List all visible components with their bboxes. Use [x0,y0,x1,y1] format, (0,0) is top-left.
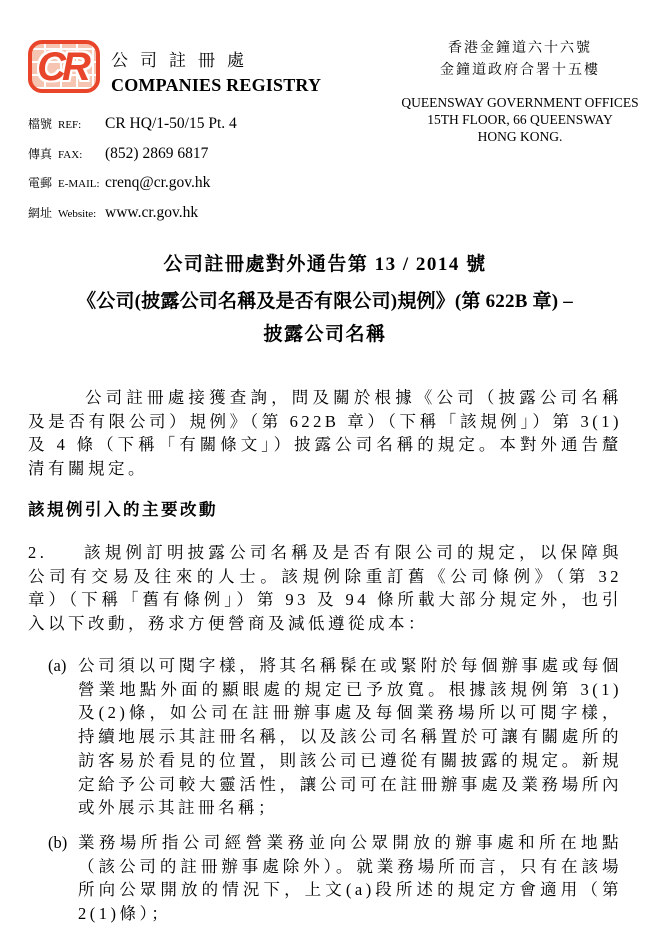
fax-label-english: FAX: [58,148,83,161]
org-name-english: COMPANIES REGISTRY [111,75,322,95]
org-name-chinese: 公司註冊處 [111,51,256,70]
contact-details [28,115,237,233]
ref-label-chinese: 檔號 [28,117,53,131]
website-label-chinese: 網址 [28,205,53,220]
cr-logo-text: CR [37,44,87,89]
email-label-chinese: 電郵 [28,176,53,190]
ref-label-english: REF: [58,119,82,131]
notice-title-line2: 《公司(披露公司名稱及是否有限公司)規例》(第 622B 章) – [77,291,573,312]
list-item-b [28,831,622,926]
contact-row-website [28,204,237,234]
paragraph-2-number: 2. [28,543,48,562]
address-english-line2: 15TH FLOOR, 66 QUEENSWAY [427,112,613,127]
paragraph-1: 公司註冊處接獲查詢，問及關於根據《公司（披露公司名稱及是否有限公司）規例》（第 622B 章）（下稱「該規例」）第 3(1)及 4 條（下稱「有關條文」）披露公司名稱的規定。本對外通告釐清有關規定。 [28,388,622,479]
address-english-line3: HONG KONG. [477,129,563,144]
list-item-b-text: 業務場所指公司經營業務並向公眾開放的辦事處和所在地點（該公司的註冊辦事處除外）。就業務場所而言，只有在該場所向公眾開放的情況下，上文(a)段所述的規定方會適用（第 2(1)條）； [78,833,622,924]
contact-row-fax [28,145,237,175]
office-address-block [395,38,645,145]
list-item-b-marker: (b) [48,833,68,852]
website-label-english: Website: [58,207,97,220]
list-item-a [28,654,622,820]
list-item-a-text: 公司須以可閱字樣，將其名稱髹在或緊附於每個辦事處或每個營業地點外面的顯眼處的規定已予放寬。根據該規例第 3(1)及(2)條，如公司在註冊辦事處及每個業務場所以可閱字樣，持續地展示其註冊名稱，以及該公司名稱置於可讓有關處所的訪客易於看見的位置，則該公司已遵從有關披露的規定。新規定給予公司較大靈活性，讓公司可在註冊辦事處及業務場所內或外展示其註冊名稱； [78,656,622,818]
address-chinese [395,38,645,82]
org-name-block [111,46,321,96]
notice-title [0,252,650,348]
email-label-english: E-MAIL: [58,178,100,190]
address-english-line1: QUEENSWAY GOVERNMENT OFFICES [401,95,639,110]
fax-value: (852) 2869 6817 [105,144,209,162]
address-chinese-line1: 香港金鐘道六十六號 [448,41,592,56]
notice-title-line3: 披露公司名稱 [263,324,387,345]
contact-row-email [28,174,237,204]
notice-title-line1: 公司註冊處對外通告第 13 / 2014 號 [163,254,487,275]
address-english [395,94,645,145]
address-chinese-line2: 金鐘道政府合署十五樓 [440,63,600,78]
fax-label-chinese: 傳真 [28,146,53,161]
contact-row-ref [28,115,237,145]
paragraph-2-text: 該規例訂明披露公司名稱及是否有限公司的規定，以保障與公司有交易及往來的人士。該規例除重訂舊《公司條例》（第 32 章）（下稱「舊有條例」）第 93 及 94 條所載大部分規定外，也引入以下改動，務求方便營商及減低遵從成本： [28,543,622,634]
email-value: crenq@cr.gov.hk [105,174,211,191]
companies-registry-logo [28,40,100,93]
website-value: www.cr.gov.hk [105,203,199,221]
ref-value: CR HQ/1-50/15 Pt. 4 [105,115,237,132]
paragraph-2 [28,541,622,636]
list-item-a-marker: (a) [48,656,67,675]
section-heading: 該規例引入的主要改動 [28,500,218,519]
